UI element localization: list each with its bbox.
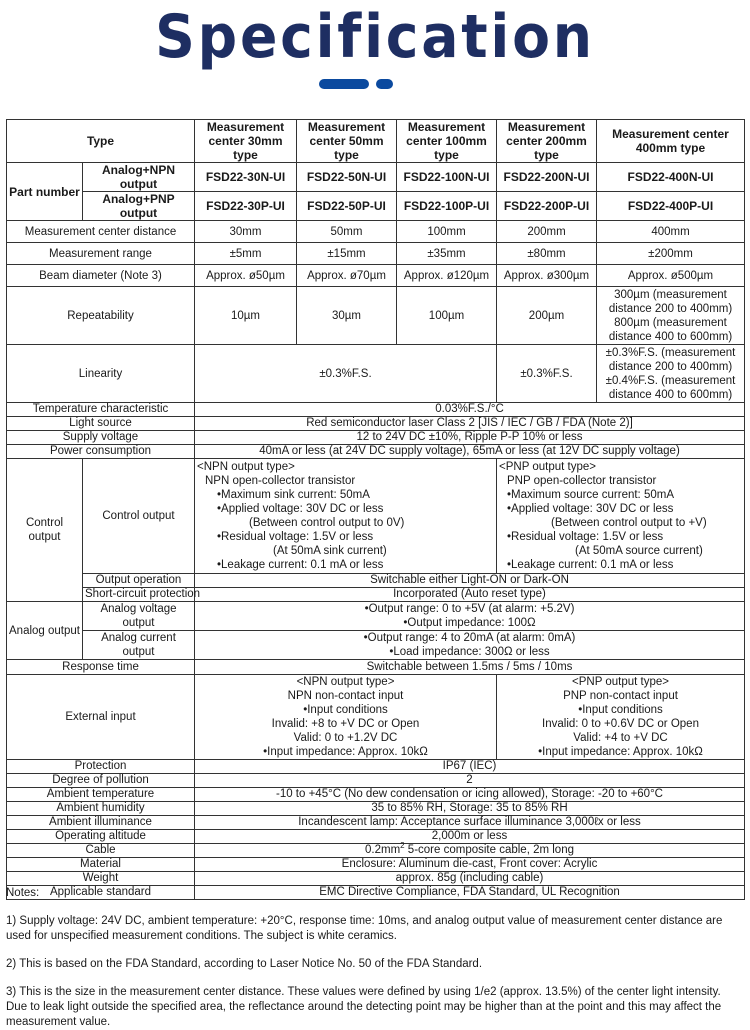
- group-label: Control output: [7, 459, 83, 602]
- row-label: Repeatability: [7, 287, 195, 345]
- pnp-output-label: Analog+PNP output: [83, 192, 195, 221]
- note-item: 1) Supply voltage: 24V DC, ambient temperature: +20°C, response time: 10ms, and analog output value of measurement center distance are used for unspecified measurement conditions. The subject is white ceramics.: [6, 915, 723, 942]
- cell-line: (Between control output to +V): [551, 517, 707, 529]
- row-label: Cable: [7, 844, 195, 858]
- cell-line: •Input conditions: [578, 704, 663, 716]
- output-operation-row: [7, 574, 745, 588]
- cable-row: [7, 844, 745, 858]
- part-number-cell: FSD22-200P-UI: [497, 192, 597, 221]
- cell: [195, 602, 745, 631]
- type-header-row: [7, 120, 745, 163]
- cell-line: Invalid: +8 to +V DC or Open: [271, 718, 420, 730]
- row-label: Supply voltage: [7, 431, 195, 445]
- cell: 400mm: [597, 221, 745, 243]
- npn-output-label: Analog+NPN output: [83, 163, 195, 192]
- cable-text: 0.2mm: [365, 844, 401, 856]
- column-header: Measurement center 400mm type: [597, 120, 745, 163]
- row-label: Ambient illuminance: [7, 816, 195, 830]
- cell: 200µm: [497, 287, 597, 345]
- cable-text: 5-core composite cable, 2m long: [404, 844, 574, 856]
- part-number-cell: FSD22-30P-UI: [195, 192, 297, 221]
- note-item: 2) This is based on the FDA Standard, according to Laser Notice No. 50 of the FDA Standard.: [6, 958, 483, 970]
- cell: Incandescent lamp: Acceptance surface illuminance 3,000ℓx or less: [195, 816, 745, 830]
- cell-line: PNP non-contact input: [563, 690, 678, 702]
- analog-current-row: [7, 631, 745, 660]
- row-label: Linearity: [7, 345, 195, 403]
- cell-line: distance 400 to 600mm): [608, 330, 733, 343]
- cell: ±35mm: [397, 243, 497, 265]
- row-label: Protection: [7, 760, 195, 774]
- row-label: Analog voltage output: [83, 602, 195, 631]
- power-row: [7, 445, 745, 459]
- page-title: Specification: [155, 2, 595, 72]
- row-label: Temperature characteristic: [7, 403, 195, 417]
- row-label: Output operation: [83, 574, 195, 588]
- notes-section: [6, 886, 744, 1030]
- cell-line: •Applied voltage: 30V DC or less: [217, 503, 384, 515]
- cell: Red semiconductor laser Class 2 [JIS / IEC / GB / FDA (Note 2)]: [195, 417, 745, 431]
- cell-line: •Maximum sink current: 50mA: [217, 489, 370, 501]
- part-number-cell: FSD22-50P-UI: [297, 192, 397, 221]
- type-label: Type: [7, 120, 195, 163]
- cell-line: •Residual voltage: 1.5V or less: [217, 531, 374, 543]
- cell-line: •Leakage current: 0.1 mA or less: [217, 559, 384, 571]
- row-label: Control output: [83, 459, 195, 574]
- cell: EMC Directive Compliance, FDA Standard, UL Recognition: [195, 886, 745, 900]
- part-number-pnp-row: [7, 192, 745, 221]
- row-label: Short-circuit protection: [83, 588, 195, 602]
- row-label: Material: [7, 858, 195, 872]
- cell-line: distance 400 to 600mm): [608, 388, 733, 401]
- part-number-cell: FSD22-400P-UI: [597, 192, 745, 221]
- npn-external-input: [195, 675, 497, 760]
- note-item: 3) This is the size in the measurement center distance. These values were defined by using 1/e2 (approx. 13.5%) of the center light intensity. Due to leak light outside the specified area, the reflectance around the detecting point may be higher than at the point and this may affect the measurement value.: [6, 986, 722, 1028]
- cable-superscript: 2: [400, 841, 405, 851]
- cell-line: NPN open-collector transistor: [205, 475, 356, 487]
- cell-line: •Output range: 4 to 20mA (at alarm: 0mA): [363, 632, 576, 644]
- column-header: Measurement center 30mm type: [195, 120, 297, 163]
- cell-line: <PNP output type>: [499, 461, 596, 473]
- response-time-row: [7, 660, 745, 675]
- material-row: [7, 858, 745, 872]
- cell: [195, 631, 745, 660]
- column-header: Measurement center 100mm type: [397, 120, 497, 163]
- ambient-temperature-row: [7, 788, 745, 802]
- cell: ±5mm: [195, 243, 297, 265]
- cell: 0.03%F.S./°C: [195, 403, 745, 417]
- cell: [597, 287, 745, 345]
- light-source-row: [7, 417, 745, 431]
- cell-line: Valid: 0 to +1.2V DC: [293, 732, 398, 744]
- protection-row: [7, 760, 745, 774]
- cell: Approx. ø70µm: [297, 265, 397, 287]
- part-number-cell: FSD22-30N-UI: [195, 163, 297, 192]
- part-number-cell: FSD22-50N-UI: [297, 163, 397, 192]
- external-input-row: [7, 675, 745, 760]
- cell: 2: [195, 774, 745, 788]
- cell: Approx. ø120µm: [397, 265, 497, 287]
- center-distance-row: [7, 221, 745, 243]
- cell: 200mm: [497, 221, 597, 243]
- part-number-cell: FSD22-200N-UI: [497, 163, 597, 192]
- cell-line: •Input impedance: Approx. 10kΩ: [538, 746, 703, 758]
- cell-line: (At 50mA source current): [575, 545, 703, 557]
- cell: 100µm: [397, 287, 497, 345]
- title-underline-dash: [319, 79, 369, 89]
- cell: Switchable either Light-ON or Dark-ON: [195, 574, 745, 588]
- cell: 30mm: [195, 221, 297, 243]
- cell-line: Invalid: 0 to +0.6V DC or Open: [542, 718, 699, 730]
- cell: Enclosure: Aluminum die-cast, Front cover: Acrylic: [195, 858, 745, 872]
- temperature-row: [7, 403, 745, 417]
- row-label: Analog current output: [83, 631, 195, 660]
- short-circuit-row: [7, 588, 745, 602]
- cell-line: ±0.3%F.S. (measurement: [605, 346, 736, 359]
- cell-line: (At 50mA sink current): [273, 545, 387, 557]
- cell-line: Valid: +4 to +V DC: [573, 732, 668, 744]
- cell-line: <PNP output type>: [572, 676, 669, 688]
- cell: approx. 85g (including cable): [195, 872, 745, 886]
- cell: ±200mm: [597, 243, 745, 265]
- pollution-row: [7, 774, 745, 788]
- cell-line: PNP open-collector transistor: [507, 475, 657, 487]
- cell: 35 to 85% RH, Storage: 35 to 85% RH: [195, 802, 745, 816]
- cell: -10 to +45°C (No dew condensation or icing allowed), Storage: -20 to +60°C: [195, 788, 745, 802]
- cell-line: •Load impedance: 300Ω or less: [389, 646, 550, 658]
- cell: [597, 345, 745, 403]
- analog-voltage-row: [7, 602, 745, 631]
- cell-line: (Between control output to 0V): [249, 517, 405, 529]
- row-label: Ambient humidity: [7, 802, 195, 816]
- part-number-label: Part number: [7, 163, 83, 221]
- group-label: Analog output: [7, 602, 83, 660]
- cell-line: •Maximum source current: 50mA: [507, 489, 674, 501]
- operating-altitude-row: [7, 830, 745, 844]
- npn-control-output: [195, 459, 497, 574]
- cell: 12 to 24V DC ±10%, Ripple P-P 10% or less: [195, 431, 745, 445]
- row-label: Ambient temperature: [7, 788, 195, 802]
- cell: Approx. ø50µm: [195, 265, 297, 287]
- row-label: Light source: [7, 417, 195, 431]
- weight-row: [7, 872, 745, 886]
- row-label: Weight: [7, 872, 195, 886]
- cell: Approx. ø500µm: [597, 265, 745, 287]
- control-output-row: [7, 459, 745, 574]
- part-number-npn-row: [7, 163, 745, 192]
- column-header: Measurement center 200mm type: [497, 120, 597, 163]
- cell: 100mm: [397, 221, 497, 243]
- row-label: Response time: [7, 660, 195, 675]
- linearity-row: [7, 345, 745, 403]
- cell: ±0.3%F.S.: [497, 345, 597, 403]
- pnp-control-output: [497, 459, 745, 574]
- cell: [195, 841, 745, 858]
- row-label: Measurement range: [7, 243, 195, 265]
- cell-line: distance 200 to 400mm): [608, 302, 733, 315]
- supply-voltage-row: [7, 431, 745, 445]
- row-label: Degree of pollution: [7, 774, 195, 788]
- row-label: Measurement center distance: [7, 221, 195, 243]
- cell-line: NPN non-contact input: [287, 690, 404, 702]
- title-underline-dot: [376, 79, 393, 89]
- cell: 30µm: [297, 287, 397, 345]
- part-number-cell: FSD22-100N-UI: [397, 163, 497, 192]
- cell: 40mA or less (at 24V DC supply voltage), 65mA or less (at 12V DC supply voltage): [195, 445, 745, 459]
- column-header: Measurement center 50mm type: [297, 120, 397, 163]
- repeatability-row: [7, 287, 745, 345]
- row-label: Beam diameter (Note 3): [7, 265, 195, 287]
- cell: 50mm: [297, 221, 397, 243]
- cell-line: •Output range: 0 to +5V (at alarm: +5.2V): [364, 603, 575, 615]
- cell-line: distance 200 to 400mm): [608, 360, 733, 373]
- cell-line: •Residual voltage: 1.5V or less: [507, 531, 664, 543]
- cell-line: •Output impedance: 100Ω: [403, 617, 536, 629]
- cell-line: 800µm (measurement: [614, 316, 727, 329]
- cell-line: •Input conditions: [303, 704, 388, 716]
- cell: 2,000m or less: [195, 830, 745, 844]
- cell-line: •Applied voltage: 30V DC or less: [507, 503, 674, 515]
- pnp-external-input: [497, 675, 745, 760]
- ambient-illuminance-row: [7, 816, 745, 830]
- cell: ±0.3%F.S.: [195, 345, 497, 403]
- row-label: External input: [7, 675, 195, 760]
- page-header: [0, 0, 750, 118]
- beam-diameter-row: [7, 265, 745, 287]
- measurement-range-row: [7, 243, 745, 265]
- row-label: Applicable standard: [7, 886, 195, 900]
- row-label: Power consumption: [7, 445, 195, 459]
- specification-table: [6, 119, 745, 900]
- cell-line: ±0.4%F.S. (measurement: [605, 374, 736, 387]
- cell-line: 300µm (measurement: [614, 288, 727, 301]
- part-number-cell: FSD22-400N-UI: [597, 163, 745, 192]
- cell-line: •Leakage current: 0.1 mA or less: [507, 559, 674, 571]
- cell-line: •Input impedance: Approx. 10kΩ: [263, 746, 428, 758]
- cell: 10µm: [195, 287, 297, 345]
- notes-heading: Notes:: [6, 887, 40, 899]
- cell: ±15mm: [297, 243, 397, 265]
- cell-line: <NPN output type>: [296, 676, 395, 688]
- part-number-cell: FSD22-100P-UI: [397, 192, 497, 221]
- cell-line: <NPN output type>: [197, 461, 295, 473]
- cell: IP67 (IEC): [195, 760, 745, 774]
- cell: Approx. ø300µm: [497, 265, 597, 287]
- cell: Incorporated (Auto reset type): [195, 588, 745, 602]
- ambient-humidity-row: [7, 802, 745, 816]
- cell: ±80mm: [497, 243, 597, 265]
- cell: Switchable between 1.5ms / 5ms / 10ms: [195, 660, 745, 675]
- row-label: Operating altitude: [7, 830, 195, 844]
